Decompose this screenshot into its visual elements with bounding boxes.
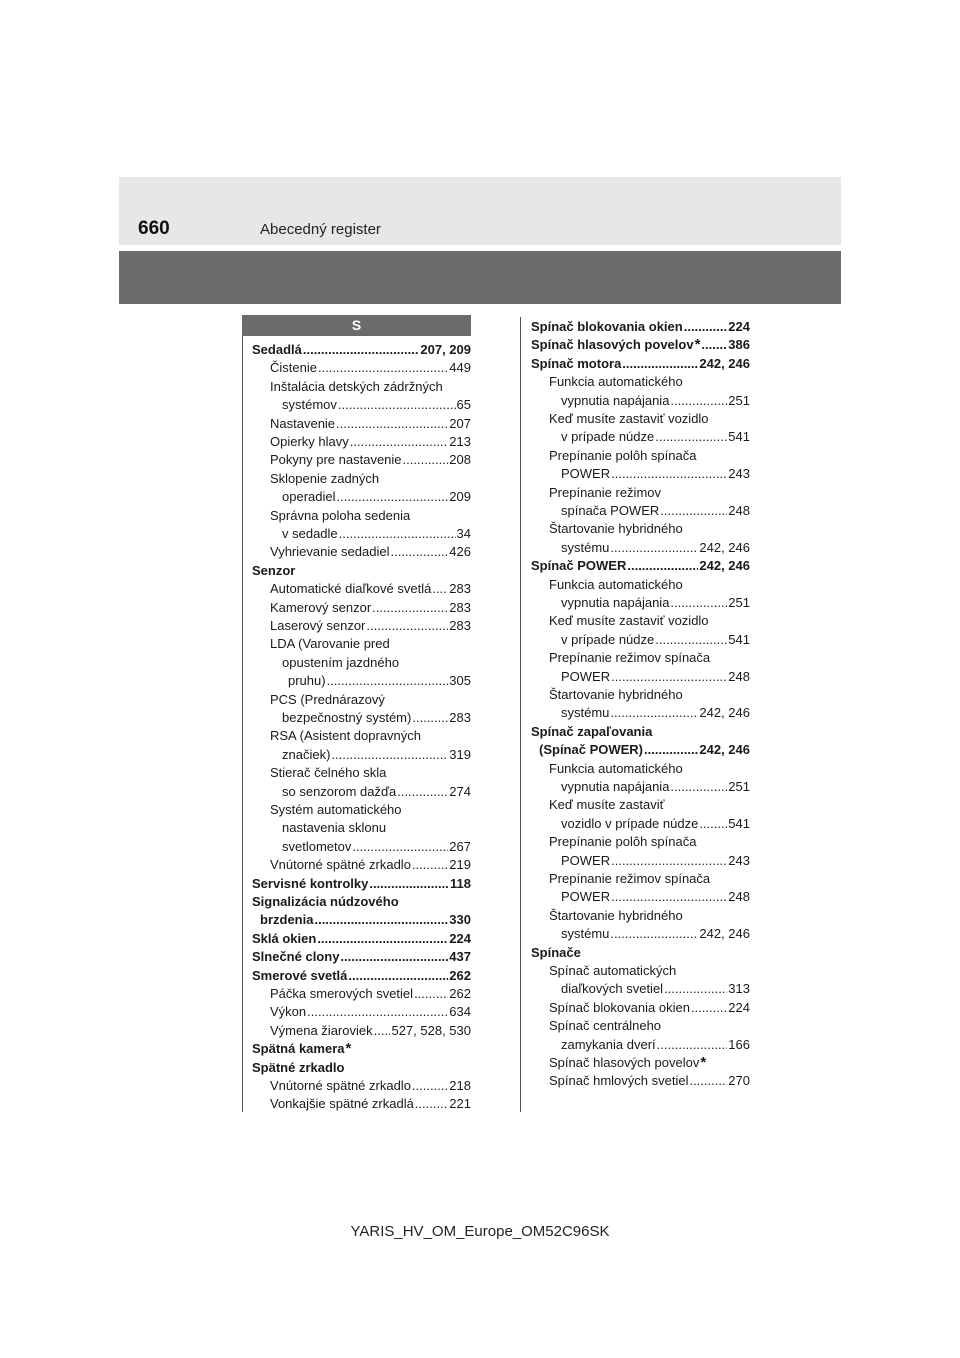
index-entry xyxy=(561,925,750,943)
index-entry-label: Prepínanie režimov spínača xyxy=(549,871,711,886)
dot-leader xyxy=(414,985,448,1003)
index-entry xyxy=(531,557,750,575)
index-entry-label: pruhu) xyxy=(288,673,326,689)
index-entry-label: Senzor xyxy=(252,562,296,578)
index-entry xyxy=(561,668,750,686)
index-entry-page: 330 xyxy=(449,912,471,928)
index-entry xyxy=(561,631,750,649)
index-entry xyxy=(549,796,750,814)
index-entry xyxy=(531,318,750,336)
index-entry-label: RSA (Asistent dopravných xyxy=(270,728,422,744)
header-band xyxy=(119,251,841,304)
index-entry-label: Spínač hlasových povelov xyxy=(531,337,694,353)
dot-leader xyxy=(331,746,448,764)
dot-leader xyxy=(390,543,448,561)
index-entry xyxy=(252,1040,471,1058)
index-entry-label: Vyhrievanie sedadiel xyxy=(270,544,390,560)
index-entry xyxy=(561,1036,750,1054)
index-entry-label: nastavenia sklonu xyxy=(282,820,387,836)
index-entry-label: Sedadlá xyxy=(252,342,302,357)
index-entry xyxy=(288,672,471,690)
asterisk-mark: * xyxy=(694,336,701,354)
index-entry-label: vypnutia napájania xyxy=(561,595,670,610)
index-entry xyxy=(282,746,471,764)
dot-leader xyxy=(338,396,456,414)
index-entry xyxy=(549,649,750,667)
index-entry-label: so senzorom dažďa xyxy=(282,783,397,799)
index-entry-page: 283 xyxy=(449,710,471,725)
index-entry-page: 224 xyxy=(728,999,750,1015)
index-entry-label: Stierač čelného skla xyxy=(270,765,387,781)
index-entry xyxy=(561,980,750,998)
index-entry xyxy=(270,507,471,525)
index-entry-page: 386 xyxy=(728,337,750,353)
index-entry-label: Sklopenie zadných xyxy=(270,470,380,486)
index-entry xyxy=(531,336,750,354)
index-entry xyxy=(549,576,750,594)
index-entry-label: Prepínanie polôh spínača xyxy=(549,447,697,463)
index-entry-label: systému xyxy=(561,539,610,555)
index-entry-label: Inštalácia detských zádržných xyxy=(270,378,443,394)
index-entry xyxy=(270,415,471,433)
index-entry-label: Štartovanie hybridného xyxy=(549,521,683,537)
index-entry-label: Štartovanie hybridného xyxy=(549,687,683,702)
index-entry xyxy=(270,617,471,635)
dot-leader xyxy=(352,838,448,856)
index-entry xyxy=(270,1077,471,1095)
index-entry-label: brzdenia xyxy=(260,912,314,928)
index-entry-label: systému xyxy=(561,926,610,942)
index-entry xyxy=(252,967,471,985)
index-entry-page: 224 xyxy=(449,930,471,946)
index-entry-label: zamykania dverí xyxy=(561,1036,656,1052)
index-entry-page: 262 xyxy=(449,986,471,1001)
dot-leader xyxy=(655,631,727,649)
index-entry-label: systémov xyxy=(282,397,337,413)
index-entry-page: 118 xyxy=(450,875,471,891)
index-entry xyxy=(252,562,471,580)
index-entry xyxy=(549,907,750,925)
index-entry-label: operadiel xyxy=(282,489,336,505)
index-entry-page: 270 xyxy=(728,1073,750,1089)
index-entry xyxy=(270,1022,471,1040)
index-entry-page: 224 xyxy=(728,319,750,334)
index-entry xyxy=(549,962,750,980)
index-entry-label: Opierky hlavy xyxy=(270,434,349,449)
dot-leader xyxy=(610,925,698,943)
dot-leader xyxy=(699,815,727,833)
index-entry-label: Výkon xyxy=(270,1004,307,1020)
index-entry-label: Sklá okien xyxy=(252,930,317,946)
dot-leader xyxy=(350,433,449,451)
right-column-rule xyxy=(520,317,521,1112)
document-code-footer: YARIS_HV_OM_Europe_OM52C96SK xyxy=(350,1223,610,1240)
index-entry xyxy=(270,764,471,782)
index-entry-page: 34 xyxy=(456,526,471,541)
index-entry xyxy=(549,1017,750,1035)
index-entry-label: Vnútorné spätné zrkadlo xyxy=(270,1078,411,1093)
index-entry xyxy=(270,451,471,469)
index-entry xyxy=(270,635,471,653)
dot-leader xyxy=(366,617,448,635)
index-entry xyxy=(270,1003,471,1021)
asterisk-mark: * xyxy=(700,1054,707,1071)
index-entry xyxy=(561,888,750,906)
index-entry xyxy=(270,691,471,709)
dot-leader xyxy=(340,948,448,966)
dot-leader xyxy=(670,778,727,796)
index-entry-page: 213 xyxy=(449,434,471,449)
index-entry-page: 283 xyxy=(449,618,471,633)
index-entry-label: opustením jazdného xyxy=(282,654,400,670)
index-entry-page: 166 xyxy=(728,1036,750,1052)
index-entry-label: Servisné kontrolky xyxy=(252,875,369,891)
index-entry-page: 209 xyxy=(449,489,471,505)
index-entry xyxy=(561,465,750,483)
dot-leader xyxy=(339,525,456,543)
index-entry-label: Spínače xyxy=(531,944,581,960)
index-entry-label: vozidlo v prípade núdze xyxy=(561,815,699,831)
index-entry xyxy=(270,359,471,377)
index-entry-page: 242, 246 xyxy=(699,539,750,555)
index-entry-label: Automatické diaľkové svetlá xyxy=(270,581,432,597)
index-entry-label: Funkcia automatického xyxy=(549,374,683,390)
asterisk-mark: * xyxy=(345,1040,352,1058)
index-entry xyxy=(561,852,750,870)
index-entry xyxy=(260,911,471,929)
index-entry xyxy=(561,815,750,833)
index-entry-page: 319 xyxy=(449,746,471,762)
index-entry xyxy=(561,778,750,796)
index-entry-label: Keď musíte zastaviť vozidlo xyxy=(549,613,709,629)
dot-leader xyxy=(337,488,449,506)
index-entry-label: Vnútorné spätné zrkadlo xyxy=(270,857,411,873)
index-entry-label: systému xyxy=(561,705,610,721)
index-entry xyxy=(252,893,471,911)
dot-leader xyxy=(327,672,449,690)
index-entry-label: Spínač automatických xyxy=(549,963,677,978)
index-entry xyxy=(282,654,471,672)
index-entry-label: Smerové svetlá xyxy=(252,967,348,983)
index-entry-label: spínača POWER xyxy=(561,503,660,518)
index-entry-page: 243 xyxy=(728,852,750,868)
index-entry xyxy=(549,1054,750,1072)
index-entry-page: 274 xyxy=(449,783,471,799)
dot-leader xyxy=(670,594,727,612)
index-entry-label: LDA (Varovanie pred xyxy=(270,636,390,652)
index-entry-page: 207, 209 xyxy=(420,342,471,357)
dot-leader xyxy=(303,341,420,359)
dot-leader xyxy=(317,930,448,948)
index-entry-page: 65 xyxy=(456,397,471,413)
index-entry-page: 251 xyxy=(728,779,750,794)
index-entry-page: 541 xyxy=(728,815,750,831)
index-entry-page: 248 xyxy=(728,668,750,684)
dot-leader xyxy=(318,359,448,377)
index-entry-page: 426 xyxy=(449,544,471,560)
index-entry xyxy=(270,470,471,488)
index-entry-label: Páčka smerových svetiel xyxy=(270,986,414,1001)
index-entry xyxy=(282,783,471,801)
index-entry xyxy=(561,428,750,446)
page-title: Abecedný register xyxy=(260,221,381,238)
dot-leader xyxy=(412,856,448,874)
index-entry-label: Funkcia automatického xyxy=(549,576,683,592)
dot-leader xyxy=(684,318,728,336)
index-entry xyxy=(270,856,471,874)
dot-leader xyxy=(374,1022,391,1040)
index-entry xyxy=(531,355,750,373)
dot-leader xyxy=(610,704,698,722)
index-entry-page: 208 xyxy=(449,452,471,468)
index-entry-label: Keď musíte zastaviť vozidlo xyxy=(549,411,709,426)
index-entry xyxy=(270,433,471,451)
index-entry-label: Spínač POWER xyxy=(531,558,627,574)
index-entry-page: 248 xyxy=(728,503,750,518)
dot-leader xyxy=(403,451,449,469)
index-entry-label: v prípade núdze xyxy=(561,631,655,647)
index-entry-page: 219 xyxy=(449,857,471,873)
dot-leader xyxy=(701,336,727,354)
index-entry xyxy=(549,612,750,630)
dot-leader xyxy=(655,428,727,446)
index-entry-page: 251 xyxy=(728,392,750,408)
dot-leader xyxy=(307,1003,448,1021)
index-entry-label: Signalizácia núdzového xyxy=(252,894,399,909)
left-column-rule xyxy=(242,336,243,1112)
index-entry xyxy=(549,520,750,538)
index-entry xyxy=(270,1095,471,1113)
index-entry-label: Spätná kamera xyxy=(252,1041,345,1057)
index-entry-page: 242, 246 xyxy=(699,355,750,371)
index-entry xyxy=(561,392,750,410)
dot-leader xyxy=(611,852,727,870)
index-entry-page: 242, 246 xyxy=(699,705,750,721)
page-number: 660 xyxy=(138,218,170,239)
index-entry-label: Spínač motora xyxy=(531,355,622,371)
index-entry xyxy=(549,999,750,1017)
index-entry xyxy=(549,1072,750,1090)
dot-leader xyxy=(412,709,448,727)
index-entry-label: Spínač blokovania okien xyxy=(531,319,683,334)
index-entry xyxy=(549,373,750,391)
index-entry xyxy=(270,580,471,598)
page-header xyxy=(119,177,841,245)
index-entry-label: POWER xyxy=(561,466,611,482)
index-entry xyxy=(549,760,750,778)
dot-leader xyxy=(660,502,727,520)
index-entry-page: 262 xyxy=(449,967,471,983)
index-entry-page: 449 xyxy=(449,360,471,376)
index-entry xyxy=(531,723,750,741)
index-entry xyxy=(270,378,471,396)
index-entry-page: 283 xyxy=(449,599,471,615)
index-entry-label: v sedadle xyxy=(282,526,338,541)
index-entry-label: Spínač hlasových povelov xyxy=(549,1055,700,1070)
index-entry-page: 251 xyxy=(728,595,750,610)
index-entry xyxy=(282,709,471,727)
dot-leader xyxy=(432,580,448,598)
index-entry xyxy=(531,944,750,962)
index-entry xyxy=(270,599,471,617)
dot-leader xyxy=(610,539,698,557)
index-entry-label: Prepínanie režimov spínača xyxy=(549,650,711,666)
index-entry-label: Spätné zrkadlo xyxy=(252,1059,345,1075)
index-entry-label: Prepínanie režimov xyxy=(549,484,661,500)
index-entry-page: 221 xyxy=(449,1096,471,1112)
index-entry-label: Správna poloha sedenia xyxy=(270,507,411,523)
index-entry xyxy=(549,484,750,502)
index-entry xyxy=(561,704,750,722)
index-entry xyxy=(539,741,750,759)
index-entry-label: Slnečné clony xyxy=(252,949,340,965)
index-entry-label: Spínač hmlových svetiel xyxy=(549,1073,689,1089)
dot-leader xyxy=(644,741,698,759)
index-entry-label: v prípade núdze xyxy=(561,429,655,445)
index-entry-label: Výmena žiaroviek xyxy=(270,1022,373,1038)
index-entry-label: Čistenie xyxy=(270,360,317,376)
dot-leader xyxy=(691,999,727,1017)
index-entry xyxy=(252,1059,471,1077)
dot-leader xyxy=(627,557,698,575)
index-entry-page: 218 xyxy=(449,1078,471,1093)
index-entry-page: 248 xyxy=(728,889,750,905)
index-entry xyxy=(270,727,471,745)
index-entry-label: Nastavenie xyxy=(270,415,336,431)
index-entry xyxy=(561,502,750,520)
dot-leader xyxy=(369,875,449,893)
index-entry-label: POWER xyxy=(561,889,611,905)
index-entry xyxy=(252,341,471,359)
section-letter-heading: S xyxy=(242,315,471,336)
index-entry-label: Keď musíte zastaviť xyxy=(549,797,665,813)
dot-leader xyxy=(415,1095,448,1113)
index-entry-page: 207 xyxy=(449,415,471,431)
index-entry xyxy=(270,985,471,1003)
index-entry xyxy=(549,447,750,465)
dot-leader xyxy=(622,355,698,373)
index-entry-label: POWER xyxy=(561,852,611,868)
index-entry-page: 313 xyxy=(728,981,750,997)
index-entry xyxy=(549,870,750,888)
index-entry-page: 283 xyxy=(449,581,471,597)
dot-leader xyxy=(657,1036,728,1054)
index-entry-page: 267 xyxy=(449,838,471,854)
dot-leader xyxy=(314,911,448,929)
index-entry-page: 437 xyxy=(449,949,471,965)
index-entry xyxy=(270,801,471,819)
index-entry-label: PCS (Prednárazový xyxy=(270,691,385,707)
index-entry xyxy=(252,875,471,893)
index-entry xyxy=(561,594,750,612)
index-entry-label: Vonkajšie spätné zrkadlá xyxy=(270,1096,414,1112)
index-entry-label: značiek) xyxy=(282,746,331,762)
dot-leader xyxy=(412,1077,448,1095)
index-entry-page: 527, 528, 530 xyxy=(391,1022,471,1038)
index-entry-page: 242, 246 xyxy=(699,742,750,758)
index-entry xyxy=(252,948,471,966)
index-entry-label: Laserový senzor xyxy=(270,618,366,633)
index-entry-label: Spínač centrálneho xyxy=(549,1018,662,1034)
index-entry xyxy=(282,525,471,543)
index-entry-page: 242, 246 xyxy=(699,926,750,942)
dot-leader xyxy=(611,465,727,483)
index-entry-label: (Spínač POWER) xyxy=(539,742,644,758)
dot-leader xyxy=(397,783,448,801)
index-entry xyxy=(270,543,471,561)
index-entry-label: vypnutia napájania xyxy=(561,779,670,794)
index-entry-label: Funkcia automatického xyxy=(549,760,683,776)
index-entry-label: diaľkových svetiel xyxy=(561,981,664,997)
dot-leader xyxy=(348,967,448,985)
index-entry xyxy=(282,819,471,837)
index-entry xyxy=(549,833,750,851)
index-entry-page: 541 xyxy=(728,429,750,445)
dot-leader xyxy=(336,415,448,433)
index-entry-label: Pokyny pre nastavenie xyxy=(270,452,402,468)
index-entry xyxy=(252,930,471,948)
index-entry-page: 305 xyxy=(449,673,471,689)
dot-leader xyxy=(372,599,448,617)
dot-leader xyxy=(611,888,727,906)
index-entry-label: bezpečnostný systém) xyxy=(282,710,412,725)
index-entry xyxy=(282,396,471,414)
index-entry-label: POWER xyxy=(561,668,611,684)
index-entry-label: Štartovanie hybridného xyxy=(549,907,683,923)
index-entry-page: 541 xyxy=(728,631,750,647)
index-entry-label: Spínač blokovania okien xyxy=(549,999,690,1015)
dot-leader xyxy=(670,392,727,410)
index-entry xyxy=(282,838,471,856)
index-entry-label: Kamerový senzor xyxy=(270,599,372,615)
index-entry-label: Systém automatického xyxy=(270,802,402,817)
index-entry-page: 243 xyxy=(728,466,750,482)
index-entry xyxy=(549,686,750,704)
dot-leader xyxy=(611,668,727,686)
index-entry-label: Spínač zapaľovania xyxy=(531,723,653,739)
dot-leader xyxy=(689,1072,727,1090)
index-entry xyxy=(561,539,750,557)
index-entry xyxy=(282,488,471,506)
index-entry-label: vypnutia napájania xyxy=(561,392,670,408)
index-entry xyxy=(549,410,750,428)
index-entry-page: 634 xyxy=(449,1004,471,1020)
dot-leader xyxy=(664,980,727,998)
index-entry-page: 242, 246 xyxy=(699,558,750,574)
index-entry-label: Prepínanie polôh spínača xyxy=(549,834,697,850)
index-entry-label: svetlometov xyxy=(282,838,352,854)
